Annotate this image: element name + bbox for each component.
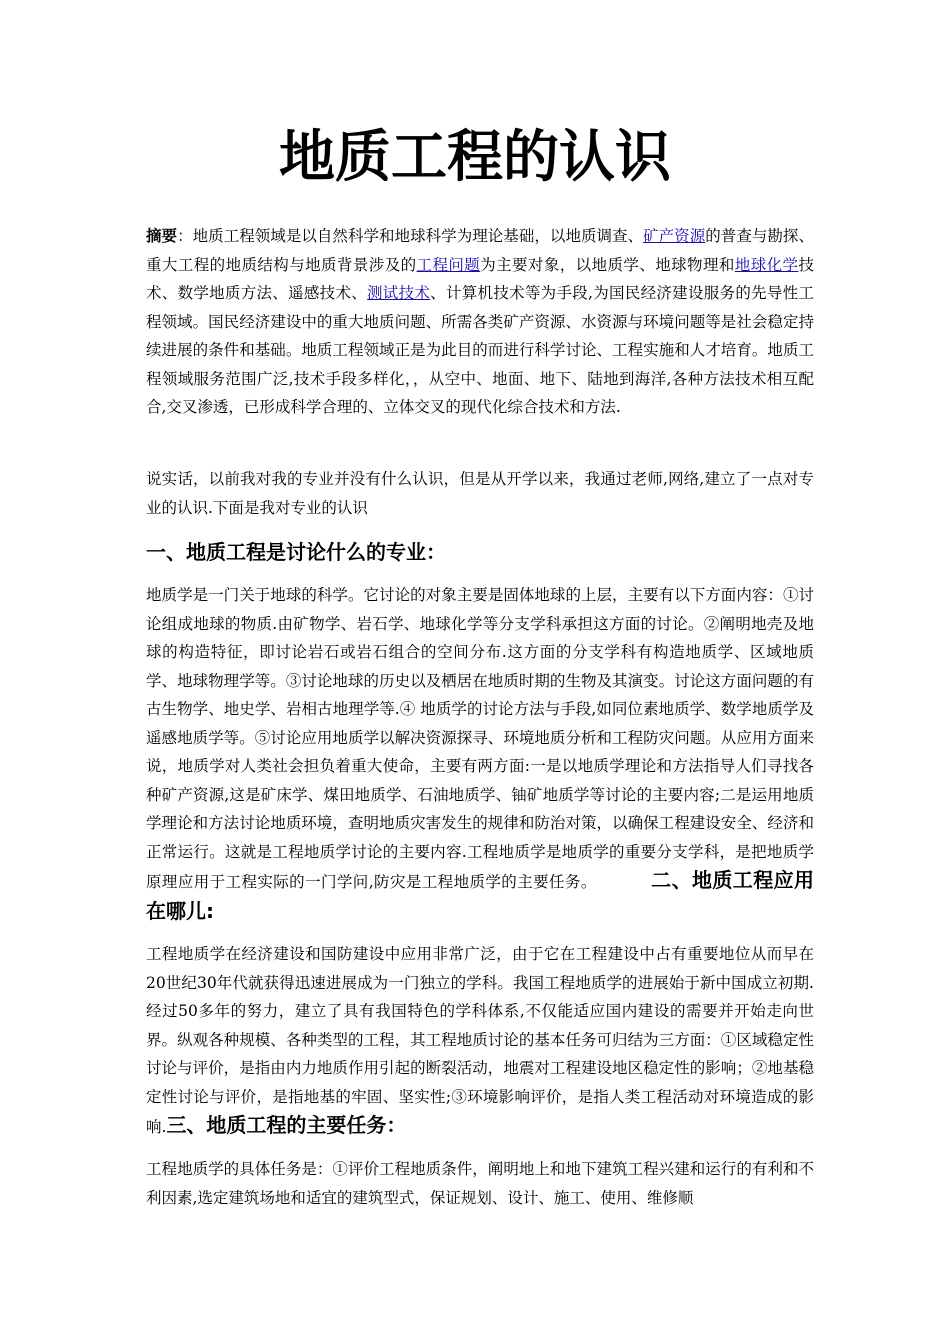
abstract-label: 摘要 (146, 226, 178, 245)
abstract-text-5: 、计算机技术等为手段,为国民经济建设服务的先导性工程领域。国民经济建设中的重大地质问题、所需各类矿产资源、水资源与环境问题等是社会稳定持续进展的条件和基础。地质工程领域正是为此目的而进行科学讨论、工程实施和人才培育。地质工程领域服务范围广泛,技术手段多样化，，从空中、地面、地下、陆地到海洋,各种方法技术相互配合,交叉渗透，已形成科学合理的、立体交叉的现代化综合技术和方法. (146, 284, 814, 416)
intro-paragraph: 说实话，以前我对我的专业并没有什么认识，但是从开学以来，我通过老师,网络,建立了一点对专业的认识.下面是我对专业的认识 (146, 470, 814, 517)
link-testing-technology[interactable]: 测试技术 (367, 284, 431, 302)
abstract-text-2: 的普查与勘探、重大工程的地质结构与地质背景涉及的 (146, 227, 814, 274)
link-geochemistry[interactable]: 地球化学 (734, 255, 799, 274)
section3-paragraph: 工程地质学的具体任务是：①评价工程地质条件，阐明地上和地下建筑工程兴建和运行的有利和不利因素,选定建筑场地和适宜的建筑型式，保证规划、设计、施工、使用、维修顺 (146, 1160, 814, 1207)
section3-heading: 三、地质工程的主要任务： (166, 1113, 407, 1137)
abstract-text-1: 地质工程领域是以自然科学和地球科学为理论基础，以地质调查、 (192, 227, 644, 245)
abstract-colon: ： (177, 227, 193, 245)
section1-paragraph (146, 581, 814, 927)
abstract-text-3: 为主要对象，以地质学、地球物理和 (480, 255, 735, 274)
document-title: 地质工程的认识 (279, 125, 671, 190)
section2-heading: 二、地质工程应用在哪儿: (146, 868, 815, 923)
section1-heading: 一、地质工程是讨论什么的专业： (146, 540, 446, 564)
link-mineral-resources[interactable]: 矿产资源 (643, 227, 706, 245)
link-engineering-problems[interactable]: 工程问题 (416, 255, 481, 274)
abstract-text-4: 技术、数学地质方法、遥感技术、 (146, 255, 814, 302)
section2-paragraph (146, 940, 814, 1142)
section1-body: 地质学是一门关于地球的科学。它讨论的对象主要是固体地球的上层，主要有以下方面内容：①讨论组成地球的物质.由矿物学、岩石学、地球化学等分支学科承担这方面的讨论。②阐明地壳及地球的构造特征，即讨论岩石或岩石组合的空间分布.这方面的分支学科有构造地质学、区域地质学、地球物理学等。③讨论地球的历史以及栖居在地质时期的生物及其演变。讨论这方面问题的有古生物学、地史学、岩相古地理学等.④ 地质学的讨论方法与手段,如同位素地质学、数学地质学及遥感地质学等。⑤讨论应用地质学以解决资源探寻、环境地质分析和工程防灾问题。从应用方面来说，地质学对人类社会担负着重大使命，主要有两方面:一是以地质学理论和方法指导人们寻找各种矿产资源,这是矿床学、煤田地质学、石油地质学、铀矿地质学等讨论的主要内容;二是运用地质学理论和方法讨论地质环境，查明地质灾害发生的规律和防治对策，以确保工程建设安全、经济和正常运行。这就是工程地质学讨论的主要内容.工程地质学是地质学的重要分支学科，是把地质学原理应用于工程实际的一门学问,防灾是工程地质学的主要任务。 (146, 586, 814, 891)
section2-body: 工程地质学在经济建设和国防建设中应用非常广泛，由于它在工程建设中占有重要地位从而早在20世纪30年代就获得迅速进展成为一门独立的学科。我国工程地质学的进展始于新中国成立初期.经过50多年的努力，建立了具有我国特色的学科体系,不仅能适应国内建设的需要并开始走向世界。纵观各种规模、各种类型的工程，其工程地质讨论的基本任务可归结为三方面：①区域稳定性讨论与评价，是指由内力地质作用引起的断裂活动，地震对工程建设地区稳定性的影响；②地基稳定性讨论与评价，是指地基的牢固、坚实性;③环境影响评价，是指人类工程活动对环境造成的影响. (146, 945, 814, 1136)
abstract-paragraph (146, 222, 814, 422)
